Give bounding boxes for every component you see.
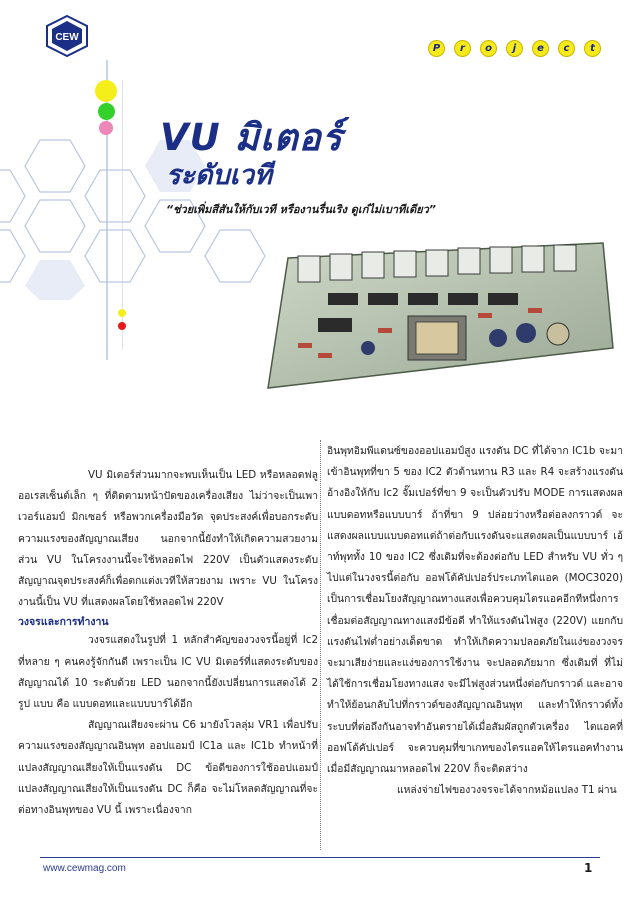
footer-rule [40,857,600,858]
decor-dot-yellow [95,80,117,102]
body-paragraph: อินพุทอิมพีแดนซ์ของออปแอมป์สูง แรงดัน DC ที่ได้จาก IC1b จะมาเข้าอินพุทที่ขา 5 ของ IC2 ตัวต้านทาน R3 และ R4 จะสร้างแรงดันอ้างอิงให้กับ Ic2 จั๊มเปอร์ที่ขา 9 จะเป็นตัวปรับ MODE การแสดงผลแบบดอทหรือแบบบาร์ ถ้าที่ขา 9 ปล่อยว่างหรือต่อลงกราวด์ จะแสดงผลแบบแบบดอทแต่ถ้าต่อกับแรงดันจะแสดงผลเป็นแบบบาร์ เอ้าท์พุททั้ง 10 ของ IC2 ซึ่งเดิมที่จะต้องต่อกับ LED สำหรับ VU ทั่ว ๆ ไปแต่ในวงจรนี้ต่อกับ ออฟโต้คัปเปอร์ประเภทไตแอค (MOC3020) เป็นการเชื่อมโยงสัญญาณทางแสงเพื่อควบคุมไตรแอคอีกทีหนึ่งการเชื่อมต่อสัญญาณทางแสงมีข้อดี ทำให้แรงดันไฟสูง (220V) แยกกับแรงดันไฟต่ำอย่างเด็ดขาด ทำให้เกิดความปลอดภัยในแง่ของวงจรจะมาเสียง่ายและแง่ของการใช้งาน จะปลอดภัยมาก ซึ่งเดิมที่ ที่ไม่ได้ใช้การเชื่อมโยงทางแสง จะมีไฟสูงส่วนหนึ่งต่อกับกราวด์ และอาจทำให้ย้อนกลับไปที่กราวด์ของสัญญาณอินพุท และทำให้กราวด์ทั้งระบบที่ต่อถึงกันอาจทำอันตรายได้เมื่อสัมผัสถูกตัวเครื่อง ไตแอคที่ออฟโต้คัปเปอร์ จะควบคุมที่ขาเกทของไตรแอคให้ไตรแอคทำงานเมื่อมีสัญญาณมาหลอดไฟ 220V ก็จะติดสว่าง [327,445,623,776]
project-letter: o [480,40,497,57]
article-subtitle: ระดับเวที [166,160,272,191]
project-letter: c [558,40,575,57]
article-column-right [327,441,623,801]
decor-dot-green [98,103,115,120]
project-letter: P [428,40,445,57]
magazine-logo [43,14,91,58]
decor-dot-yellow [118,309,126,317]
article-column-left [18,465,318,821]
project-letter: j [506,40,523,57]
project-letter: r [454,40,471,57]
article-tagline: “ช่วยเพิ่มสีสันให้กับเวที หรืองานรื่นเริง ดูเก๋ไม่เบาทีเดียว” [166,203,436,216]
section-heading: วงจรและการทำงาน [18,616,109,629]
body-paragraph: แหล่งจ่ายไฟของวงจรจะได้จากหม้อแปลง T1 ผ่าน [397,784,617,797]
body-paragraph: สัญญาณเสียงจะผ่าน C6 มายังโวลลุ่ม VR1 เพื่อปรับความแรงของสัญญาณอินพุท ออปแอมป์ IC1a และ IC1b ทำหน้าที่แปลงสัญญาณเสียงให้เป็นแรงดัน DC ข้อดีของการใช้ออปแอมป์แปลงสัญญาณเสียงให้เป็นแรงดัน DC ก็คือ จะไม่โหลดสัญญาณที่จะต่อทางอินพุทของ VU นี้ เพราะเนื่องจาก [18,719,318,817]
decor-dot-red [118,322,126,330]
intro-paragraph: VU มิเตอร์ส่วนมากจะพบเห็นเป็น LED หรือหลอดฟลูออเรสเซ็นต์เล็ก ๆ ที่ติดตามหน้าปัดของเครื่องเสียง ไม่ว่าจะเป็นเพาเวอร์แอมป์ มิกเซอร์ หรือพวกเครื่องมือวัด จุดประสงค์เพื่อบอกระดับความแรงของสัญญาณเสียง นอกจากนี้ยังทำให้เกิดความสวยงาม ส่วน VU ในโครงงานนี้จะใช้หลอดไฟ 220V เป็นตัวแสดงระดับสัญญาณจุดประสงค์ก็เพื่อตกแต่งเวทีให้สวยงาม เพราะ VU ในโครงงานนี้เป็น VU ที่แสดงผลโดยใช้หลอดไฟ 220V [18,469,318,609]
project-letter: e [532,40,549,57]
body-paragraph: วงจรแสดงในรูปที่ 1 หลักสำคัญของวงจรนี้อยู่ที่ Ic2 ที่หลาย ๆ คนคงรู้จักกันดี เพราะเป็น IC VU มิเตอร์ที่แสดงระดับของสัญญาณได้ 10 ระดับด้วย LED นอกจากนี้ยังเปลี่ยนการแสดงได้ 2 รูป แบบ คือ แบบดอทและแบบบาร์ได้อีก [18,634,318,711]
column-divider [320,440,321,850]
logo-text: CEW [55,32,79,43]
article-title: VU มิเตอร์ [160,116,343,159]
pcb-photo [258,238,618,398]
project-label [428,40,601,57]
footer-url[interactable]: www.cewmag.com [43,863,126,874]
project-letter: t [584,40,601,57]
page-number: 1 [584,861,593,875]
